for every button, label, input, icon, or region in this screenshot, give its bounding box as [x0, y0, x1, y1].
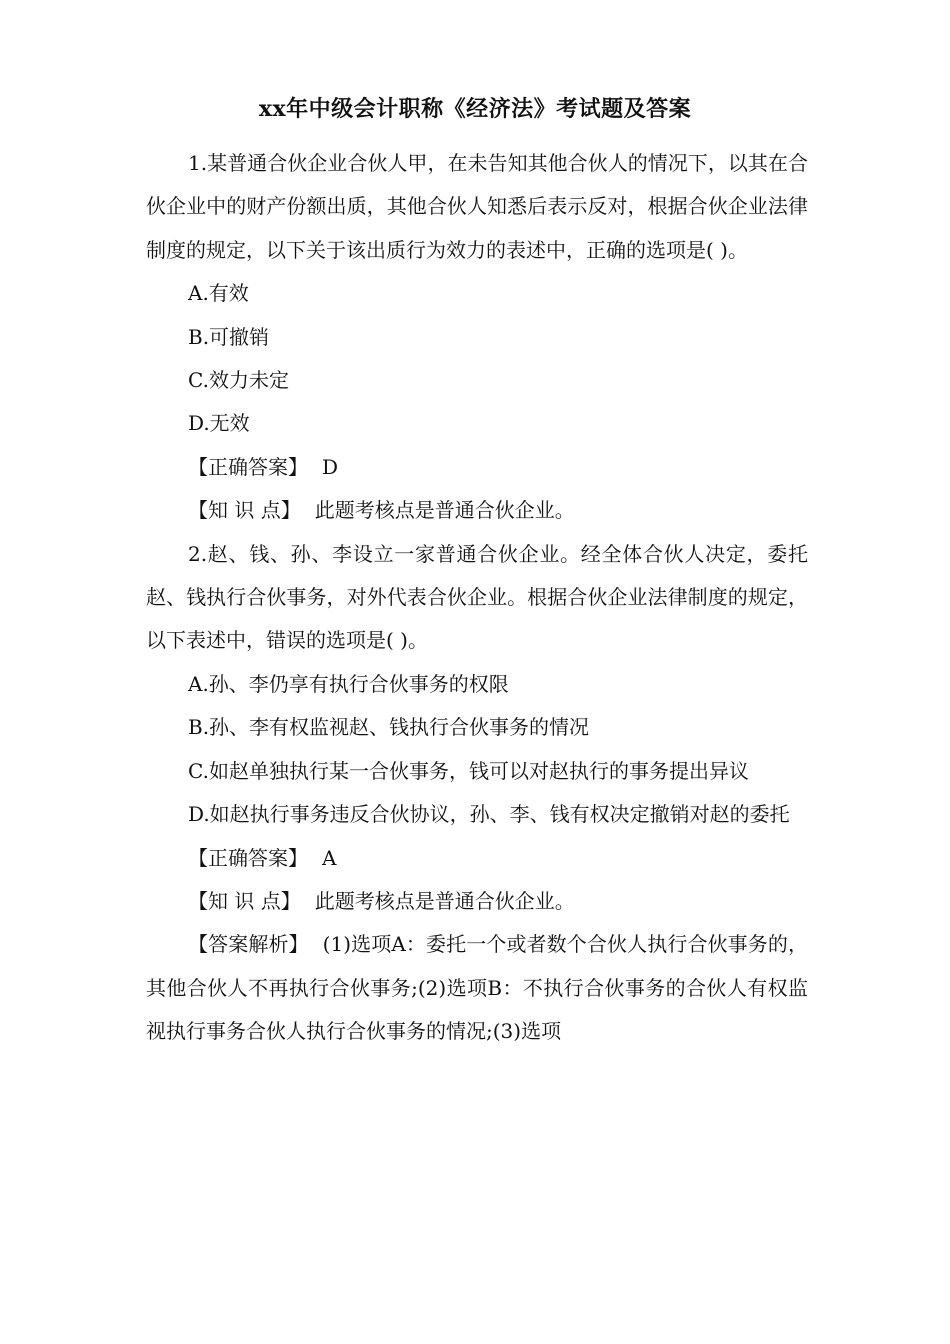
q1-answer-line: [146, 446, 808, 489]
q1-option-b: B.可撤销: [188, 324, 270, 349]
q2-knowledge-line: [146, 880, 808, 923]
document-title: xx年中级会计职称《经济法》考试题及答案: [258, 96, 692, 122]
q1-option-c: C.效力未定: [188, 368, 289, 393]
q2-option-b: B.孙、李有权监视赵、钱执行合伙事务的情况: [188, 715, 590, 740]
q2-analysis-value: (1)选项A：委托一个或者数个合伙人执行合伙事务的，其他合伙人不再执行合伙事务;(2)选项B：不执行合伙事务的合伙人有权监视执行事务合伙人执行合伙事务的情况;(3)选项: [146, 932, 808, 1044]
q2-option-a: A.孙、李仍享有执行合伙事务的权限: [188, 671, 509, 696]
q2-knowledge-label: 【知 识 点】: [188, 888, 301, 913]
q2-answer-line: [146, 837, 808, 880]
q2-analysis: [146, 923, 808, 1053]
q1-option-d: D.无效: [188, 411, 250, 436]
q2-knowledge-value: 此题考核点是普通合伙企业。: [314, 888, 575, 913]
q1-stem: 1.某普通合伙企业合伙人甲，在未告知其他合伙人的情况下，以其在合伙企业中的财产份额出质，其他合伙人知悉后表示反对，根据合伙企业法律制度的规定，以下关于该出质行为效力的表述中，正确的选项是( )。: [146, 151, 808, 262]
q1-answer-label: 【正确答案】: [188, 454, 308, 479]
q2-analysis-label: 【答案解析】: [188, 932, 309, 957]
q1-option-a: A.有效: [188, 281, 249, 306]
q1-knowledge-label: 【知 识 点】: [188, 498, 301, 523]
q2-answer-label: 【正确答案】: [188, 845, 308, 870]
q2-answer-value: A: [322, 845, 337, 870]
q1-knowledge-value: 此题考核点是普通合伙企业。: [314, 498, 575, 523]
q2-option-c: C.如赵单独执行某一合伙事务，钱可以对赵执行的事务提出异议: [188, 758, 749, 783]
document-body: [146, 142, 808, 1054]
q1-knowledge-line: [146, 489, 808, 532]
q2-option-d: D.如赵执行事务违反合伙协议，孙、李、钱有权决定撤销对赵的委托: [188, 802, 790, 827]
q1-answer-value: D: [322, 454, 339, 479]
q2-stem: 2.赵、钱、孙、李设立一家普通合伙企业。经全体合伙人决定，委托赵、钱执行合伙事务，对外代表合伙企业。根据合伙企业法律制度的规定，以下表述中，错误的选项是( )。: [146, 541, 808, 653]
